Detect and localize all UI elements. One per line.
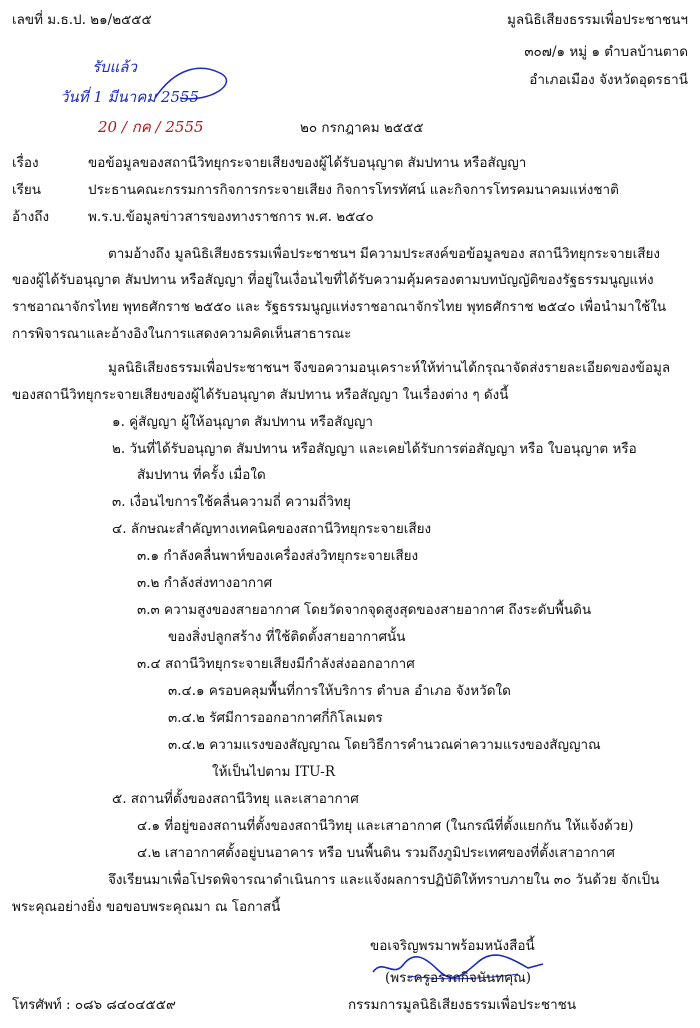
paragraph-line: พระคุณอย่างยิ่ง ขอขอบพระคุณมา ณ โอกาสนี้ xyxy=(12,899,281,915)
received-stamp-scribble xyxy=(150,58,230,108)
subject-text: ขอข้อมูลของสถานีวิทยุกระจายเสียงของผู้ได้รับอนุญาต สัมปทาน หรือสัญญา xyxy=(88,155,527,171)
received-stamp-line-2: วันที่ 1 มีนาคม 2555 xyxy=(60,88,200,106)
signatory-position: กรรมการมูลนิธิเสียงธรรมเพื่อประชาชน xyxy=(348,997,577,1013)
list-sub-sub-item: ๓.๔.๑ ครอบคลุมพื้นที่การให้บริการ ตำบล อำเภอ จังหวัดใด xyxy=(168,683,511,699)
signatory-name: (พระครูอรรถกิจนันทคุณ) xyxy=(385,970,531,986)
list-sub-item: ๔.๑ ที่อยู่ของสถานที่ตั้งของสถานีวิทยุ และเสาอากาศ (ในกรณีที่ตั้งแยกกัน ให้แจ้งด้วย) xyxy=(137,818,634,834)
list-sub-sub-item: ๓.๔.๒ รัศมีการออกอากาศกี่กิโลเมตร xyxy=(168,710,383,726)
list-sub-sub-item: ๓.๔.๒ ความแรงของสัญญาณ โดยวิธีการคำนวณค่าความแรงของสัญญาณ xyxy=(168,737,601,753)
organization-name: มูลนิธิเสียงธรรมเพื่อประชาชนฯ xyxy=(506,12,688,28)
paragraph-line: ราชอาณาจักรไทย พุทธศักราช ๒๕๕๐ และ รัฐธรรมนูญแห่งราชอาณาจักรไทย พุทธศักราช ๒๕๔๐ เพื่อนำมาใช้ใน xyxy=(12,299,667,315)
list-sub-item: ๓.๓ ความสูงของสายอากาศ โดยวัดจากจุดสูงสุดของสายอากาศ ถึงระดับพื้นดิน xyxy=(137,602,592,618)
paragraph-line: ของผู้ได้รับอนุญาต สัมปทาน หรือสัญญา ที่อยู่ในเงื่อนไขที่ได้รับความคุ้มครองตามบทบัญญัติของรัฐธรรมนูญแห่ง xyxy=(12,272,654,288)
paragraph-line: การพิจารณาและอ้างอิงในการแสดงความคิดเห็นสาธารณะ xyxy=(12,326,352,342)
paragraph-line: จึงเรียนมาเพื่อโปรดพิจารณาดำเนินการ และแจ้งผลการปฏิบัติให้ทราบภายใน ๓๐ วันด้วย จักเป็น xyxy=(108,872,660,888)
list-item: ๕. สถานที่ตั้งของสถานีวิทยุ และเสาอากาศ xyxy=(112,791,359,807)
reference-label: อ้างถึง xyxy=(12,209,50,225)
paragraph-line: ของสถานีวิทยุกระจายเสียงของผู้ได้รับอนุญาต สัมปทาน หรือสัญญา ในเรื่องต่าง ๆ ดังนี้ xyxy=(12,387,509,403)
list-sub-item: ๓.๔ สถานีวิทยุกระจายเสียงมีกำลังส่งออกอากาศ xyxy=(137,656,415,672)
phone-number: โทรศัพท์ : ๐๘๖ ๘๔๐๔๕๕๙ xyxy=(12,997,176,1013)
recipient-label: เรียน xyxy=(12,182,42,198)
list-sub-item-continuation: ของสิ่งปลูกสร้าง ที่ใช้ติดตั้งสายอากาศนั้น xyxy=(168,629,406,645)
subject-label: เรื่อง xyxy=(12,155,39,171)
received-stamp-line-1: รับแล้ว xyxy=(92,58,137,76)
received-stamp-line-3: 20 / กค / 2555 xyxy=(98,118,204,136)
list-item: ๔. ลักษณะสำคัญทางเทคนิคของสถานีวิทยุกระจายเสียง xyxy=(112,521,432,537)
list-item-continuation: สัมปทาน ที่ครั้ง เมื่อใด xyxy=(137,467,266,483)
document-date: ๒๐ กรกฎาคม ๒๕๕๕ xyxy=(300,120,424,136)
address-line-2: อำเภอเมือง จังหวัดอุดรธานี xyxy=(529,72,688,88)
list-item: ๓. เงื่อนไขการใช้คลื่นความถี่ ความถี่วิทยุ xyxy=(112,494,351,510)
list-sub-item: ๔.๒ เสาอากาศตั้งอยู่บนอาคาร หรือ บนพื้นดิน รวมถึงภูมิประเทศของที่ตั้งเสาอากาศ xyxy=(137,845,616,861)
list-sub-item: ๓.๒ กำลังส่งทางอากาศ xyxy=(137,575,273,591)
paragraph-line: ตามอ้างถึง มูลนิธิเสียงธรรมเพื่อประชาชนฯ มีความประสงค์ขอข้อมูลของ สถานีวิทยุกระจายเสียง xyxy=(108,246,660,262)
recipient-text: ประธานคณะกรรมการกิจการกระจายเสียง กิจการโทรทัศน์ และกิจการโทรคมนาคมแห่งชาติ xyxy=(88,182,619,198)
list-item: ๑. คู่สัญญา ผู้ให้อนุญาต สัมปทาน หรือสัญญา xyxy=(112,414,373,430)
paragraph-line: มูลนิธิเสียงธรรมเพื่อประชาชนฯ จึงขอความอนุเคราะห์ให้ท่านได้กรุณาจัดส่งรายละเอียดของข้อมูล xyxy=(108,360,671,376)
signature-greeting: ขอเจริญพรมาพร้อมหนังสือนี้ xyxy=(370,938,535,954)
document-number: เลขที่ ม.ธ.ป. ๒๑/๒๕๕๕ xyxy=(12,12,152,28)
address-line-1: ๓๐๗/๑ หมู่ ๑ ตำบลบ้านตาด xyxy=(524,44,688,60)
list-sub-sub-item-continuation: ให้เป็นไปตาม ITU-R xyxy=(212,764,336,780)
reference-text: พ.ร.บ.ข้อมูลข่าวสารของทางราชการ พ.ศ. ๒๕๔๐ xyxy=(88,209,374,225)
list-item: ๒. วันที่ได้รับอนุญาต สัมปทาน หรือสัญญา และเคยได้รับการต่อสัญญา หรือ ใบอนุญาต หรือ xyxy=(112,441,637,457)
list-sub-item: ๓.๑ กำลังคลื่นพาห์ของเครื่องส่งวิทยุกระจายเสียง xyxy=(137,548,419,564)
